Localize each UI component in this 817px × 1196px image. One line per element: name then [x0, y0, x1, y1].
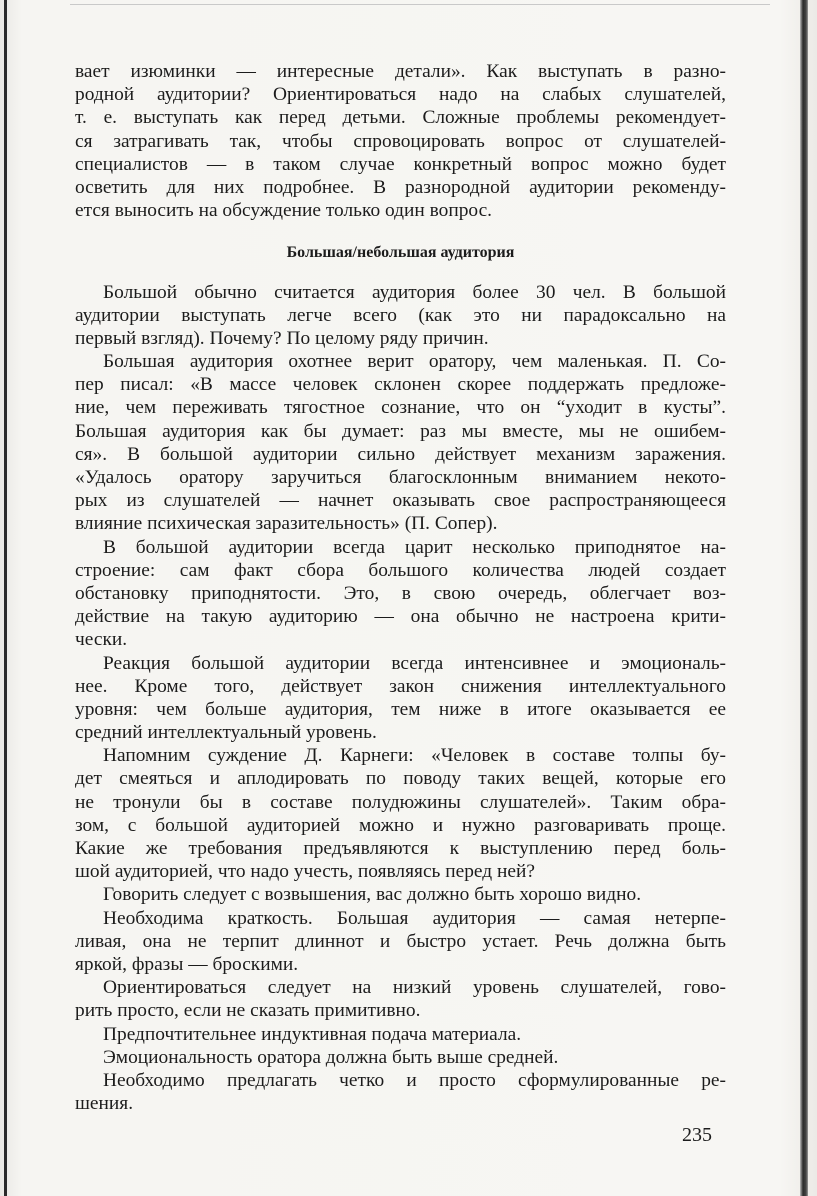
text-line: средний интеллектуальный уровень.: [75, 722, 377, 744]
text-line: Реакция большой аудитории всегда интенсивнее и эмоциональ-: [103, 652, 726, 674]
text-line: действие на такую аудиторию — она обычно не настроена крити-: [75, 606, 726, 628]
text-line: рить просто, если не сказать примитивно.: [75, 1000, 421, 1022]
text-line: Необходимо предлагать четко и просто сформулированные ре-: [103, 1069, 726, 1091]
text-line: Эмоциональность оратора должна быть выше средней.: [103, 1046, 559, 1068]
text-line: яркой, фразы — броскими.: [75, 953, 299, 975]
text-line: первый взгляд). Почему? По целому ряду причин.: [75, 327, 489, 349]
text-line: «Удалось оратору заручиться благосклонным вниманием некото-: [75, 467, 726, 488]
text-line: влияние психическая заразительность» (П. Сопер).: [75, 513, 498, 535]
text-line: Говорить следует с возвышения, вас должно быть хорошо видно.: [103, 884, 642, 906]
text-line: Необходима краткость. Большая аудитория — самая нетерпе-: [103, 907, 726, 929]
text-line: Предпочтительнее индуктивная подача материала.: [103, 1023, 522, 1045]
text-line: В большой аудитории всегда царит несколько приподнятое на-: [103, 536, 726, 558]
text-line: дет смеяться и аплодировать по поводу таких вещей, которые его: [75, 768, 726, 790]
text-line: вает изюминки — интересные детали». Как выступать в разно-: [75, 61, 726, 82]
text-line: родной аудитории? Ориентироваться надо на слабых слушателей,: [75, 84, 726, 106]
text-line: обстановку приподнятости. Это, в свою очередь, облегчает воз-: [75, 582, 726, 604]
text-line: шой аудиторией, что надо учесть, появляясь перед ней?: [75, 861, 535, 883]
text-line: Какие же требования предъявляются к выступлению перед боль-: [75, 838, 726, 859]
section-heading: Большая/небольшая аудитория: [286, 244, 515, 262]
top-rule: [70, 4, 770, 5]
text-line: чески.: [75, 629, 128, 651]
text-line: ся затрагивать так, чтобы спровоцировать вопрос от слушателей-: [75, 130, 726, 152]
page-left-edge: [4, 0, 7, 1196]
text-line: ется выносить на обсуждение только один вопрос.: [75, 200, 493, 222]
text-line: Большой обычно считается аудитория более 30 чел. В большой: [103, 281, 726, 303]
text-line: уровня: чем больше аудитория, тем ниже в итоге оказывается ее: [75, 698, 726, 720]
text-line: Напомним суждение Д. Карнеги: «Человек в составе толпы бу-: [103, 745, 726, 767]
text-line: строение: сам факт сбора большого количества людей создает: [75, 559, 726, 581]
text-line: аудитории выступать легче всего (как это ни парадоксально на: [75, 304, 726, 326]
text-line: специалистов — в таком случае конкретный вопрос можно будет: [75, 153, 726, 175]
text-line: ся». В большой аудитории сильно действует механизм заражения.: [75, 443, 726, 465]
text-line: нее. Кроме того, действует закон снижения интеллектуального: [75, 675, 726, 697]
text-line: рых из слушателей — начнет оказывать свое распространяющееся: [75, 490, 726, 512]
text-line: осветить для них подробнее. В разнородной аудитории рекоменду-: [75, 176, 726, 198]
text-line: т. е. выступать как перед детьми. Сложные проблемы рекомендует-: [75, 107, 726, 129]
text-line: шения.: [75, 1093, 134, 1115]
page-right-edge: [800, 0, 808, 1196]
text-line: не тронули бы в составе полудюжины слушателей». Таким обра-: [75, 791, 726, 813]
text-line: зом, с большой аудиторией можно и нужно разговаривать проще.: [75, 814, 726, 836]
text-line: Ориентироваться следует на низкий уровень слушателей, гово-: [103, 977, 726, 999]
text-line: ние, чем переживать тягостное сознание, что он “уходит в кусты”.: [75, 397, 726, 419]
body-text: [75, 60, 726, 1115]
text-line: пер писал: «В массе человек склонен скорее поддержать предложе-: [75, 374, 726, 396]
text-line: Большая аудитория как бы думает: раз мы вместе, мы не ошибем-: [75, 420, 726, 442]
text-line: ливая, она не терпит длиннот и быстро устает. Речь должна быть: [75, 930, 726, 952]
page-number: 235: [682, 1124, 712, 1146]
text-line: Большая аудитория охотнее верит оратору, чем маленькая. П. Со-: [103, 351, 726, 373]
